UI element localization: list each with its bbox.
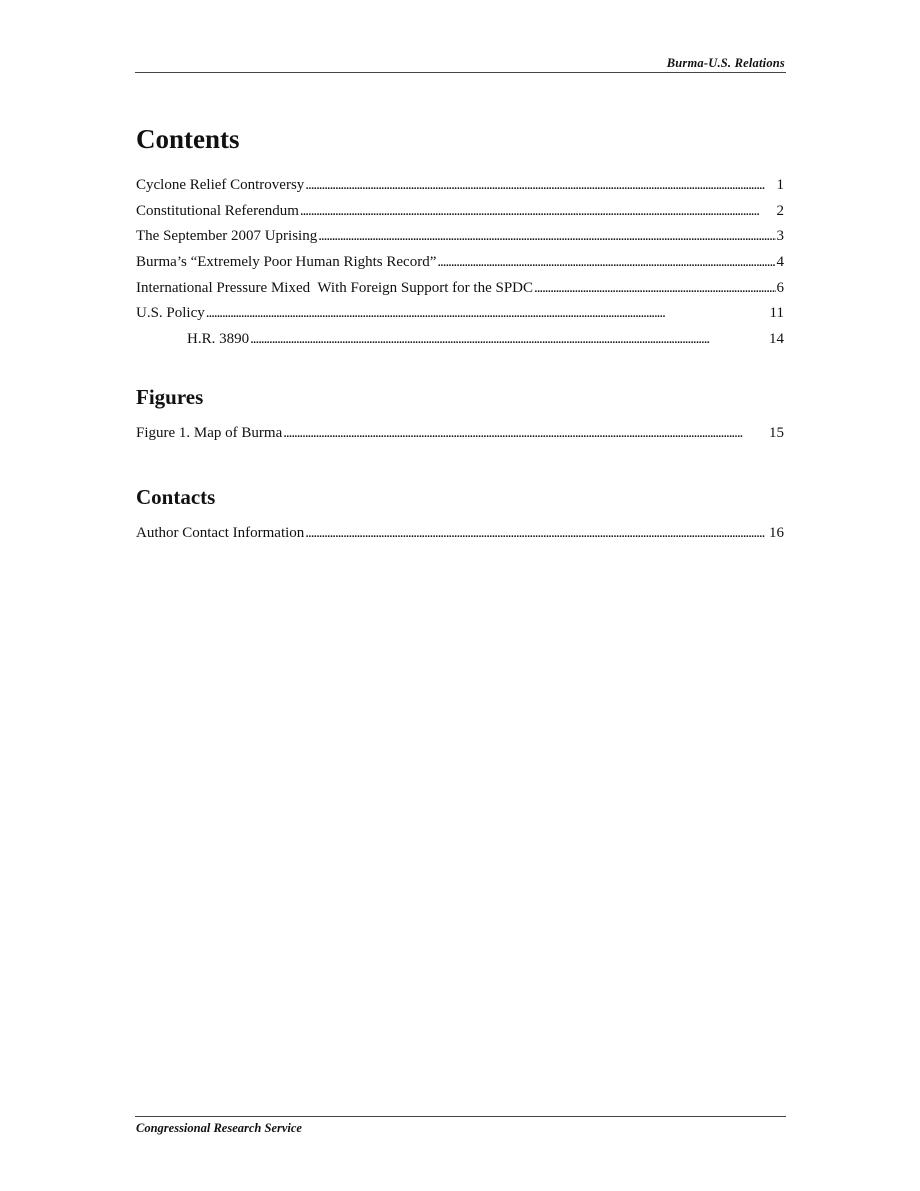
dot-leader xyxy=(283,425,768,442)
toc-entry-label: Burma’s “Extremely Poor Human Rights Record” xyxy=(136,254,437,271)
running-header: Burma-U.S. Relations xyxy=(666,56,785,70)
toc-entry-page: 1 xyxy=(776,177,784,193)
toc-entry-figure-1[interactable] xyxy=(136,425,784,451)
dot-leader xyxy=(300,203,776,220)
contacts-heading: Contacts xyxy=(136,485,216,509)
toc-entry-page: 6 xyxy=(776,279,784,296)
toc-entry-label: Author Contact Information xyxy=(136,525,305,541)
toc-entry-september-uprising[interactable] xyxy=(136,228,784,254)
header-rule xyxy=(135,72,786,73)
toc-entry-page: 14 xyxy=(769,331,784,348)
dot-leader xyxy=(305,177,775,194)
toc-entry-page: 4 xyxy=(776,254,784,271)
toc-entry-label: Cyclone Relief Controversy xyxy=(136,177,305,193)
toc-entry-label: H.R. 3890 xyxy=(187,331,250,348)
dot-leader xyxy=(305,525,768,542)
toc-entry-page: 11 xyxy=(769,305,784,322)
running-footer: Congressional Research Service xyxy=(136,1121,302,1135)
toc-entry-page: 2 xyxy=(776,202,784,219)
toc-entry-label: International Pressure Mixed With Foreign Support for the SPDC xyxy=(136,279,533,296)
toc-entry-label: U.S. Policy xyxy=(136,305,205,322)
dot-leader xyxy=(206,305,769,322)
figures-list xyxy=(136,425,784,451)
toc-entry-cyclone-relief[interactable] xyxy=(136,177,784,203)
dot-leader xyxy=(250,331,768,348)
toc-entry-page: 15 xyxy=(769,425,784,441)
dot-leader xyxy=(318,228,775,245)
contacts-list xyxy=(136,525,784,551)
toc-entry-international-pressure[interactable] xyxy=(136,280,784,306)
dot-leader xyxy=(437,254,775,271)
toc-entry-label: The September 2007 Uprising xyxy=(136,228,318,245)
toc-entry-label: Figure 1. Map of Burma xyxy=(136,425,283,441)
figures-heading: Figures xyxy=(136,385,204,409)
dot-leader xyxy=(534,280,776,297)
toc-entry-label: Constitutional Referendum xyxy=(136,202,299,219)
toc-entry-page: 3 xyxy=(776,228,784,245)
contents-list xyxy=(136,177,784,357)
contents-heading: Contents xyxy=(136,124,240,154)
toc-entry-hr-3890[interactable] xyxy=(136,331,784,357)
toc-entry-author-contact[interactable] xyxy=(136,525,784,551)
toc-entry-human-rights-record[interactable] xyxy=(136,254,784,280)
toc-entry-us-policy[interactable] xyxy=(136,305,784,331)
toc-entry-page: 16 xyxy=(769,525,784,541)
toc-entry-constitutional-referendum[interactable] xyxy=(136,203,784,229)
footer-rule xyxy=(135,1116,786,1117)
